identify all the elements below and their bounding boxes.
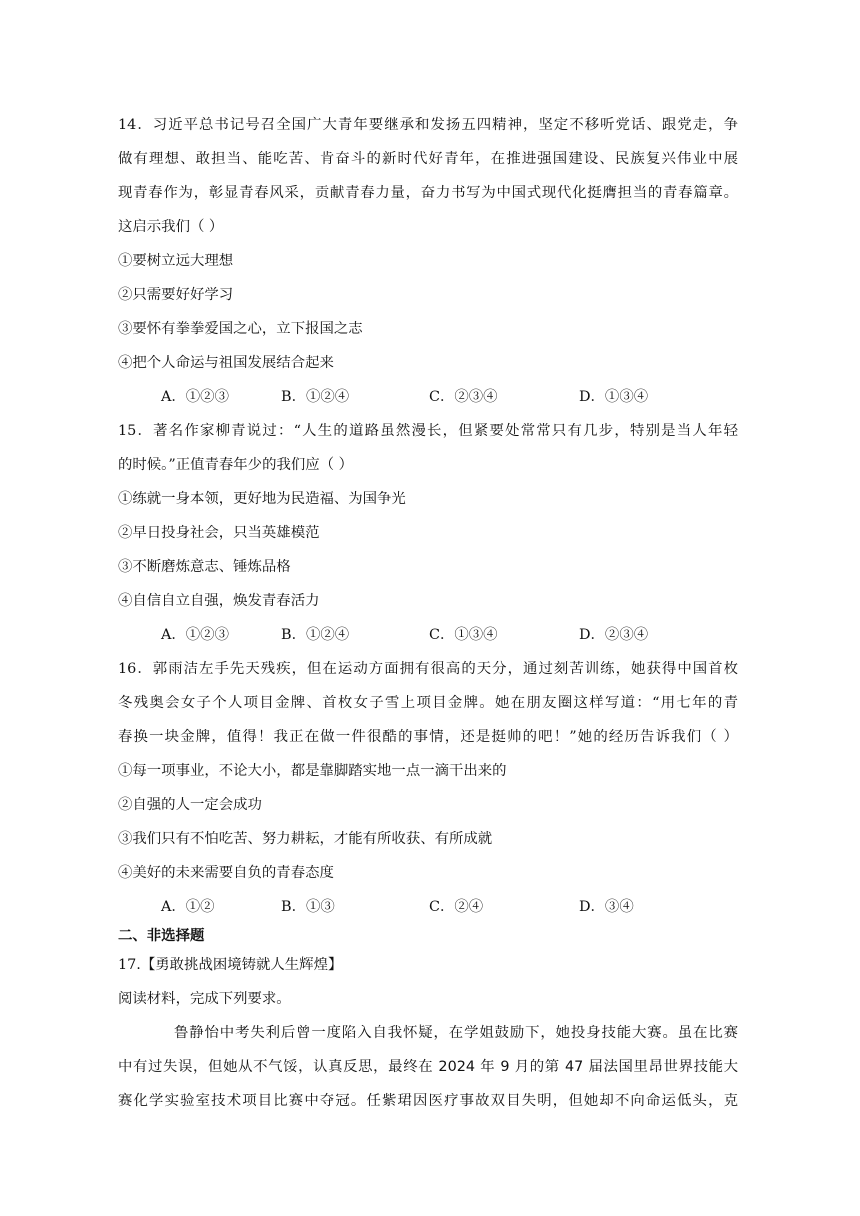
statement-item: ④美好的未来需要自负的青春态度 [118, 865, 334, 881]
statement-item: ②早日投身社会，只当英雄模范 [118, 525, 320, 541]
statement-item: ③不断磨炼意志、锤炼品格 [118, 559, 291, 575]
option-c: C．②④ [429, 899, 484, 915]
answer-options [118, 380, 738, 414]
option-b: B．①②④ [281, 389, 350, 405]
question-title: 17.【勇敢挑战困境铸就人生辉煌】 [118, 957, 343, 973]
question-stem-line: 15．著名作家柳青说过：“人生的道路虽然漫长，但紧要处常常只有几步，特别是当人年轻 [118, 423, 738, 439]
question-stem-line: 冬残奥会女子个人项目金牌、首枚女子雪上项目金牌。她在朋友圈这样写道：“用七年的青 [118, 695, 738, 711]
option-c: C．①③④ [429, 627, 498, 643]
question-stem-line: 16．郭雨洁左手先天残疾，但在运动方面拥有很高的天分，通过刻苦训练，她获得中国首枚 [118, 661, 738, 677]
answer-options [118, 618, 738, 652]
question-15 [118, 414, 738, 652]
option-d: D．①③④ [579, 389, 649, 405]
option-a: A．①② [161, 899, 215, 915]
section-title: 二、非选择题 [118, 927, 205, 944]
answer-options [118, 890, 738, 924]
option-b: B．①③ [281, 899, 335, 915]
option-d: D．③④ [579, 899, 634, 915]
option-a: A．①②③ [161, 627, 229, 643]
statement-item: ③要怀有拳拳爱国之心，立下报国之志 [118, 321, 363, 337]
statement-item: ①要树立远大理想 [118, 253, 234, 269]
question-16 [118, 652, 738, 924]
option-c: C．②③④ [429, 389, 498, 405]
statement-item: ③我们只有不怕吃苦、努力耕耘，才能有所收获、有所成就 [118, 831, 493, 847]
material-line: 中有过失误，但她从不气馁，认真反思，最终在 2024 年 9 月的第 47 届法国里昂世界技能大 [118, 1059, 738, 1075]
question-stem-line: 春换一块金牌，值得！我正在做一件很酷的事情，还是挺帅的吧！”她的经历告诉我们（ ） [118, 729, 738, 745]
statement-item: ①每一项事业，不论大小，都是靠脚踏实地一点一滴干出来的 [118, 763, 507, 779]
statement-item: ①练就一身本领，更好地为民造福、为国争光 [118, 491, 406, 507]
statement-item: ④把个人命运与祖国发展结合起来 [118, 355, 334, 371]
document-content [118, 108, 738, 1118]
question-17 [118, 948, 738, 1118]
option-b: B．①②④ [281, 627, 350, 643]
question-14 [118, 108, 738, 414]
material-line: 鲁静怡中考失利后曾一度陷入自我怀疑，在学姐鼓励下，她投身技能大赛。虽在比赛 [174, 1025, 738, 1041]
option-a: A．①②③ [161, 389, 229, 405]
question-stem-line: 的时候。”正值青春年少的我们应（ ） [118, 457, 353, 473]
question-instruction: 阅读材料，完成下列要求。 [118, 991, 291, 1007]
reading-material [118, 1016, 738, 1118]
material-line: 赛化学实验室技术项目比赛中夺冠。任紫珺因医疗事故双目失明，但她却不向命运低头，克 [118, 1093, 738, 1109]
statement-item: ②只需要好好学习 [118, 287, 234, 303]
option-d: D．②③④ [579, 627, 649, 643]
question-stem-line: 现青春作为，彰显青春风采，贡献青春力量，奋力书写为中国式现代化挺膺担当的青春篇章。 [118, 185, 738, 201]
question-stem-line: 14．习近平总书记号召全国广大青年要继承和发扬五四精神，坚定不移听党话、跟党走，争 [118, 117, 738, 133]
statement-item: ②自强的人一定会成功 [118, 797, 262, 813]
statement-item: ④自信自立自强，焕发青春活力 [118, 593, 320, 609]
question-stem-line: 做有理想、敢担当、能吃苦、肯奋斗的新时代好青年，在推进强国建设、民族复兴伟业中展 [118, 151, 738, 167]
question-stem-line: 这启示我们（ ） [118, 219, 224, 235]
